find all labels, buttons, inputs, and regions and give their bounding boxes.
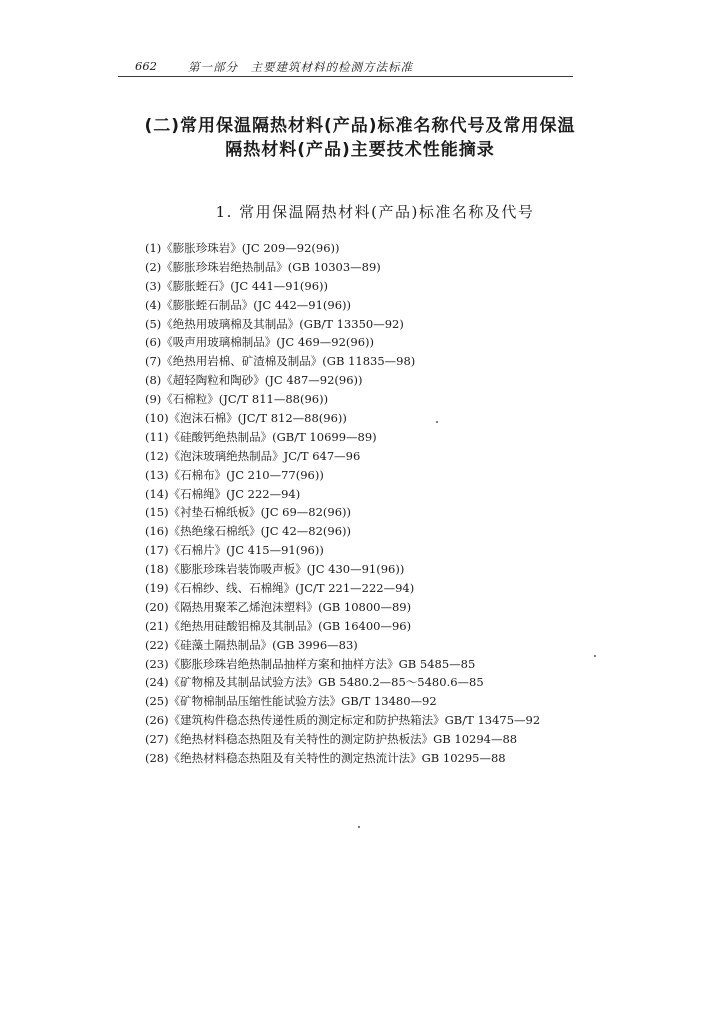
list-item: (23)《膨胀珍珠岩绝热制品抽样方案和抽样方法》GB 5485—85 [145,656,476,671]
list-item: (12)《泡沫玻璃绝热制品》JC/T 647—96 [145,448,361,463]
list-item: (8)《超轻陶粒和陶砂》(JC 487—92(96)) [145,373,363,388]
list-item: (6)《吸声用玻璃棉制品》(JC 469—92(96)) [145,335,375,350]
list-item: (20)《隔热用聚苯乙烯泡沫塑料》(GB 10800—89) [145,599,412,614]
list-item: (15)《衬垫石棉纸板》(JC 69—82(96)) [145,505,352,520]
scan-speck [358,826,360,828]
list-item: (9)《石棉粒》(JC/T 811—88(96)) [145,392,329,407]
list-item: (27)《绝热材料稳态热阻及有关特性的测定防护热板法》GB 10294—88 [145,732,518,747]
list-item: (28)《绝热材料稳态热阻及有关特性的测定热流计法》GB 10295—88 [145,751,506,766]
section-title [100,114,620,162]
list-item: (3)《膨胀蛭石》(JC 441—91(96)) [145,278,329,293]
list-item: (1)《膨胀珍珠岩》(JC 209—92(96)) [145,241,340,255]
running-header [118,55,573,77]
list-item: (26)《建筑构件稳态热传递性质的测定标定和防护热箱法》GB/T 13475—92 [145,713,541,728]
scan-speck [436,421,438,423]
page-number: 662 [135,59,157,73]
list-item: (21)《绝热用硅酸铝棉及其制品》(GB 16400—96) [145,618,412,633]
list-item: (10)《泡沫石棉》(JC/T 812—88(96)) [145,411,347,426]
list-item: (5)《绝热用玻璃棉及其制品》(GB/T 13350—92) [145,316,404,331]
list-item: (24)《矿物棉及其制品试验方法》GB 5480.2—85～5480.6—85 [145,675,484,690]
running-title: 第一部分 主要建筑材料的检测方法标准 [188,60,413,74]
list-item: (13)《石棉布》(JC 210—77(96)) [145,467,324,482]
list-item: (25)《矿物棉制品压缩性能试验方法》GB/T 13480—92 [145,694,437,709]
list-item: (16)《热绝缘石棉纸》(JC 42—82(96)) [145,524,352,539]
list-item: (7)《绝热用岩棉、矿渣棉及制品》(GB 11835—98) [145,354,416,369]
list-item: (14)《石棉绳》(JC 222—94) [145,486,301,501]
list-item: (18)《膨胀珍珠岩装饰吸声板》(JC 430—91(96)) [145,562,405,577]
section-title-line-2: 隔热材料(产品)主要技术性能摘录 [225,140,495,160]
header-rule [118,76,573,77]
list-item: (11)《硅酸钙绝热制品》(GB/T 10699—89) [145,429,377,444]
list-item: (17)《石棉片》(JC 415—91(96)) [145,543,324,558]
standards-list [145,239,540,768]
list-item: (4)《膨胀蛭石制品》(JC 442—91(96)) [145,297,352,312]
scan-speck [594,655,596,657]
list-item: (2)《膨胀珍珠岩绝热制品》(GB 10303—89) [145,259,381,274]
list-item: (22)《硅藻土隔热制品》(GB 3996—83) [145,637,358,652]
section-title-line-1: (二)常用保温隔热材料(产品)标准名称代号及常用保温 [144,116,576,136]
list-item: (19)《石棉纱、线、石棉绳》(JC/T 221—222—94) [145,581,415,596]
subsection-title: 1. 常用保温隔热材料(产品)标准名称及代号 [215,203,535,221]
